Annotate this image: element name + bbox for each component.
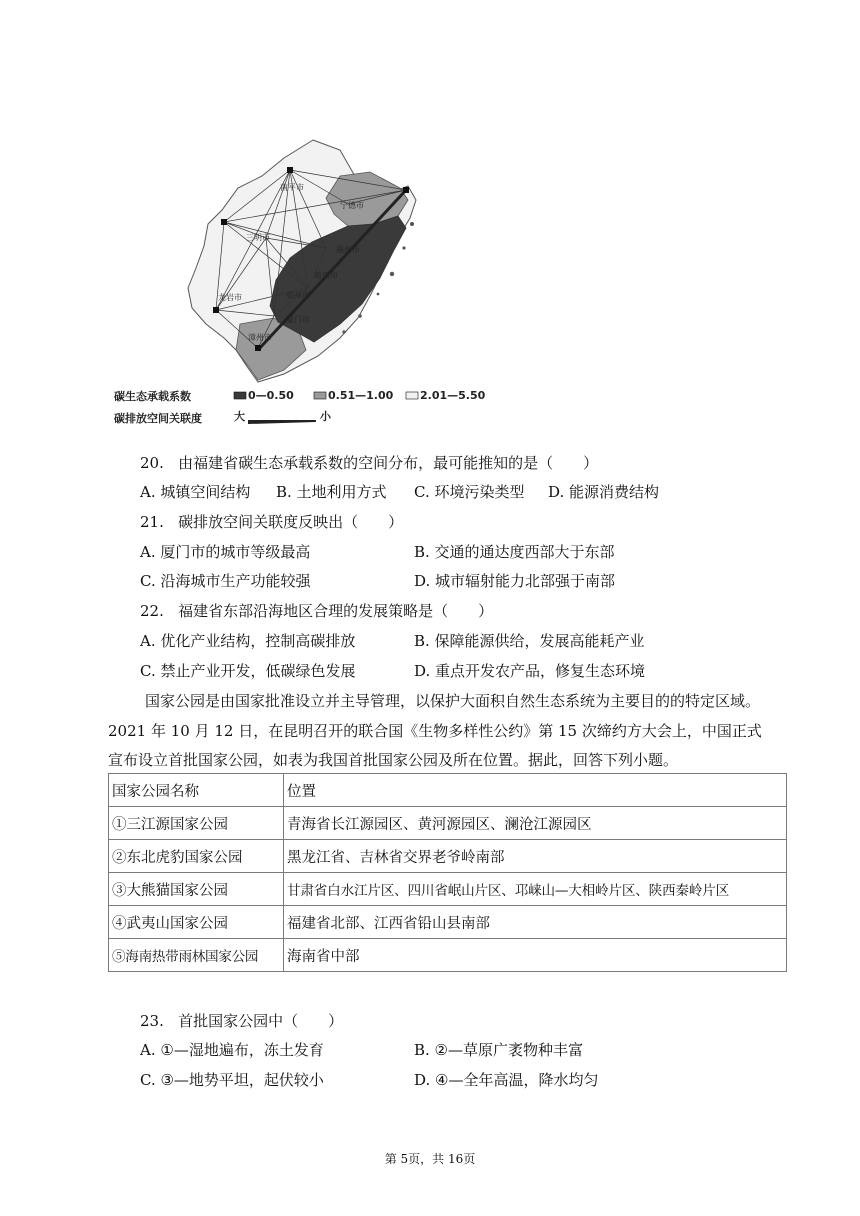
park-location-cell: 青海省长江源园区、黄河源园区、澜沧江源园区 bbox=[284, 807, 787, 840]
label-sanming: 三明市 bbox=[246, 233, 270, 242]
park-name-cell: ④武夷山国家公园 bbox=[109, 906, 284, 939]
question-stem: 碳排放空间关联度反映出（ ） bbox=[178, 513, 404, 531]
q23-option-d[interactable]: D. ④—全年高温，降水均匀 bbox=[414, 1071, 599, 1089]
national-parks-table bbox=[108, 773, 787, 972]
legend-swatch-mid bbox=[314, 392, 326, 399]
table-row bbox=[109, 840, 787, 873]
q20-option-a[interactable]: A. 城镇空间结构 bbox=[140, 483, 251, 501]
q22-option-b[interactable]: B. 保障能源供给，发展高能耗产业 bbox=[414, 632, 645, 650]
park-location-cell: 甘肃省白水江片区、四川省岷山片区、邛崃山—大相岭片区、陕西秦岭片区 bbox=[284, 873, 787, 906]
q20-option-d[interactable]: D. 能源消费结构 bbox=[548, 483, 660, 501]
q23-option-a[interactable]: A. ①—湿地遍布，冻土发育 bbox=[140, 1041, 324, 1059]
question-stem: 由福建省碳生态承载系数的空间分布，最可能推知的是（ ） bbox=[178, 454, 599, 472]
question-22 bbox=[140, 600, 493, 621]
park-location-cell: 福建省北部、江西省铅山县南部 bbox=[284, 906, 787, 939]
legend-swatch-dark bbox=[234, 392, 246, 399]
intro-line-2: 2021 年 10 月 12 日，在昆明召开的联合国《生物多样性公约》第 15 次缔约方大会上，中国正式 bbox=[108, 722, 762, 740]
table-row bbox=[109, 906, 787, 939]
question-stem: 福建省东部沿海地区合理的发展策略是（ ） bbox=[178, 602, 494, 620]
question-number: 21. bbox=[140, 513, 164, 531]
park-name-cell: ③大熊猫国家公园 bbox=[109, 873, 284, 906]
question-23 bbox=[140, 1010, 343, 1031]
legend-small: 小 bbox=[320, 410, 331, 423]
page-footer: 第 5页，共 16页 bbox=[384, 1152, 476, 1166]
question-stem: 首批国家公园中（ ） bbox=[178, 1012, 344, 1030]
question-number: 22. bbox=[140, 602, 164, 620]
table-row bbox=[109, 873, 787, 906]
label-zhangzhou: 漳州市 bbox=[248, 333, 272, 342]
q22-option-a[interactable]: A. 优化产业结构，控制高碳排放 bbox=[140, 632, 356, 650]
legend-title-1: 碳生态承载系数 bbox=[114, 390, 191, 403]
legend-swatch-light bbox=[406, 392, 418, 399]
question-21 bbox=[140, 511, 403, 532]
q22-option-d[interactable]: D. 重点开发农产品，修复生态环境 bbox=[414, 662, 646, 680]
fujian-carbon-map bbox=[108, 128, 508, 428]
label-putian: 莆田市 bbox=[314, 271, 338, 280]
label-ningde: 宁德市 bbox=[340, 201, 364, 210]
question-number: 20. bbox=[140, 454, 164, 472]
label-quanzhou: 泉州市 bbox=[286, 291, 310, 300]
q22-option-c[interactable]: C. 禁止产业开发，低碳绿色发展 bbox=[140, 662, 356, 680]
legend-item-1: 0—0.50 bbox=[248, 389, 294, 402]
legend-item-3: 2.01—5.50 bbox=[420, 389, 486, 402]
q23-option-c[interactable]: C. ③—地势平坦，起伏较小 bbox=[140, 1071, 324, 1089]
label-xiamen: 厦门市 bbox=[286, 315, 310, 324]
q21-option-a[interactable]: A. 厦门市的城市等级最高 bbox=[140, 543, 311, 561]
table-header-row bbox=[109, 774, 787, 807]
header-location: 位置 bbox=[284, 774, 787, 807]
table-row bbox=[109, 807, 787, 840]
legend-wedge bbox=[248, 420, 316, 424]
table-row bbox=[109, 939, 787, 972]
q20-option-b[interactable]: B. 土地利用方式 bbox=[276, 483, 387, 501]
q20-option-c[interactable]: C. 环境污染类型 bbox=[414, 483, 525, 501]
park-location-cell: 海南省中部 bbox=[284, 939, 787, 972]
park-name-cell: ①三江源国家公园 bbox=[109, 807, 284, 840]
q21-option-d[interactable]: D. 城市辐射能力北部强于南部 bbox=[414, 572, 616, 590]
legend-big: 大 bbox=[234, 410, 245, 423]
question-20 bbox=[140, 452, 598, 473]
q23-option-b[interactable]: B. ②—草原广袤物种丰富 bbox=[414, 1041, 584, 1059]
intro-line-3: 宣布设立首批国家公园，如表为我国首批国家公园及所在位置。据此，回答下列小题。 bbox=[108, 751, 679, 769]
question-number: 23. bbox=[140, 1012, 164, 1030]
label-fuzhou: 福州市 bbox=[336, 245, 360, 254]
header-park-name: 国家公园名称 bbox=[109, 774, 284, 807]
q21-option-c[interactable]: C. 沿海城市生产功能较强 bbox=[140, 572, 311, 590]
map-svg bbox=[108, 128, 508, 428]
intro-line-1: 国家公园是由国家批准设立并主导管理，以保护大面积自然生态系统为主要目的的特定区域。 bbox=[145, 692, 761, 710]
legend-item-2: 0.51—1.00 bbox=[328, 389, 394, 402]
label-nanping: 南平市 bbox=[280, 183, 304, 192]
park-name-cell: ②东北虎豹国家公园 bbox=[109, 840, 284, 873]
label-longyan: 龙岩市 bbox=[218, 293, 242, 302]
park-name-cell: ⑤海南热带雨林国家公园 bbox=[109, 939, 284, 972]
legend-title-2: 碳排放空间关联度 bbox=[114, 412, 202, 425]
park-location-cell: 黑龙江省、吉林省交界老爷岭南部 bbox=[284, 840, 787, 873]
q21-option-b[interactable]: B. 交通的通达度西部大于东部 bbox=[414, 543, 615, 561]
